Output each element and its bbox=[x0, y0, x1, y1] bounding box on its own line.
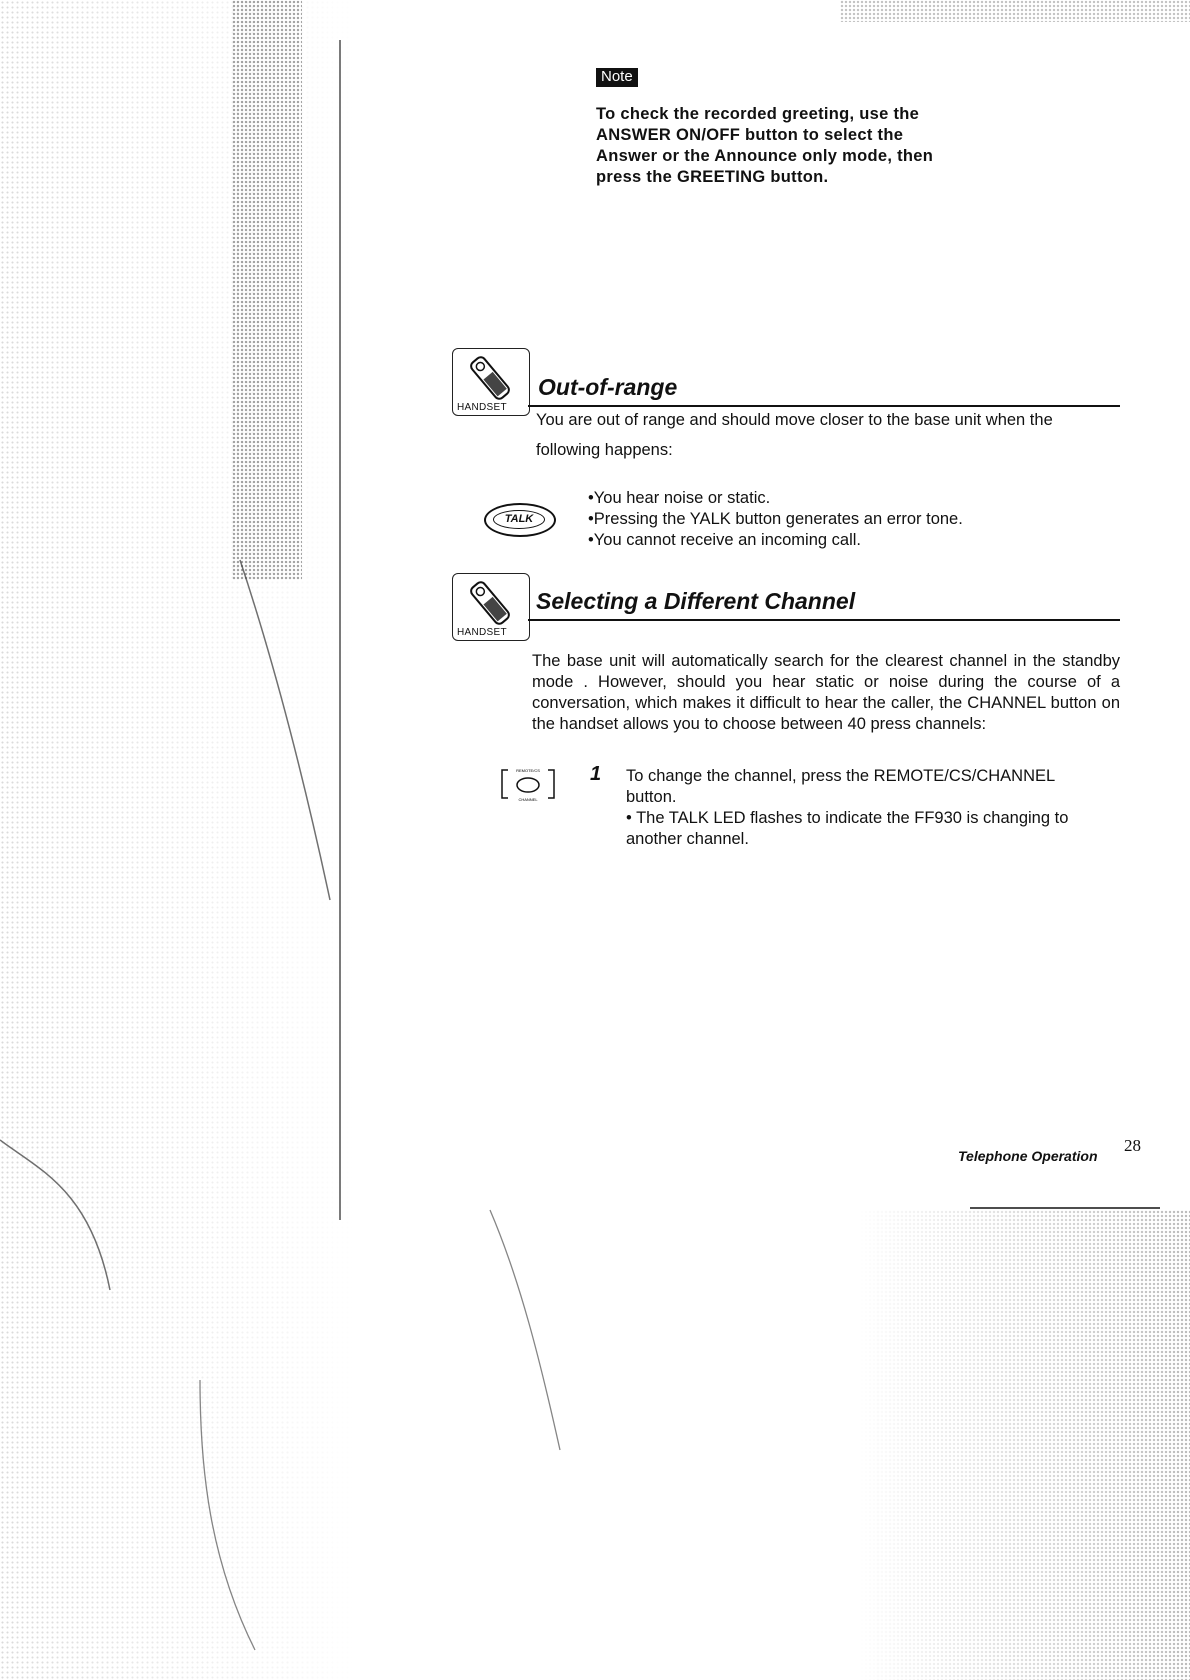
handset-icon bbox=[452, 348, 530, 416]
scan-noise-left bbox=[0, 0, 360, 1680]
scan-noise-top-right bbox=[840, 0, 1190, 22]
channel-button-icon bbox=[500, 766, 556, 802]
note-text: To check the recorded greeting, use the ANSWER ON/OFF button to select the Answer or the Announce only mode, then press the GREETING button. bbox=[596, 105, 934, 186]
handset-icon bbox=[452, 573, 530, 641]
step-line: another channel. bbox=[626, 830, 749, 848]
scan-noise-band bbox=[232, 0, 302, 580]
list-item: •You cannot receive an incoming call. bbox=[588, 531, 861, 549]
talk-button-label: TALK bbox=[493, 510, 545, 529]
page-number: 28 bbox=[1124, 1136, 1141, 1155]
out-of-range-bullets bbox=[588, 488, 963, 551]
channel-title: Selecting a Different Channel bbox=[536, 588, 856, 614]
out-of-range-title: Out-of-range bbox=[538, 374, 678, 400]
page-edge-line bbox=[339, 40, 341, 1220]
step-line: button. bbox=[626, 788, 677, 806]
list-item: •You hear noise or static. bbox=[588, 489, 771, 507]
handset-caption: HANDSET bbox=[457, 402, 507, 413]
fold-line-bottom bbox=[970, 1207, 1160, 1209]
note-badge: Note bbox=[596, 68, 638, 87]
out-of-range-intro-line2: following happens: bbox=[536, 441, 673, 459]
talk-button-icon bbox=[484, 503, 556, 537]
step-line: To change the channel, press the REMOTE/CS/CHANNEL bbox=[626, 767, 1056, 785]
list-item: •Pressing the YALK button generates an error tone. bbox=[588, 510, 963, 528]
footer-section: Telephone Operation bbox=[958, 1148, 1098, 1164]
channel-icon-top-label: REMOTE/CS bbox=[516, 768, 540, 773]
channel-paragraph: The base unit will automatically search for the clearest channel in the standby mode . However, should you hear static or noise during the course of a conversation, which makes it difficult to hear the caller, the CHANNEL button on the handset allows you to choose between 40 press channels: bbox=[532, 652, 1120, 733]
out-of-range-intro-line1: You are out of range and should move closer to the base unit when the bbox=[536, 411, 1053, 429]
scan-noise-bottom-right bbox=[820, 1210, 1190, 1680]
channel-step bbox=[626, 766, 1068, 850]
step-line: • The TALK LED flashes to indicate the FF930 is changing to bbox=[626, 809, 1069, 827]
channel-rule bbox=[528, 619, 1120, 621]
step-number: 1 bbox=[590, 763, 602, 785]
out-of-range-rule bbox=[528, 405, 1120, 407]
handset-caption: HANDSET bbox=[457, 627, 507, 638]
channel-icon-bottom-label: CHANNEL bbox=[518, 797, 538, 802]
